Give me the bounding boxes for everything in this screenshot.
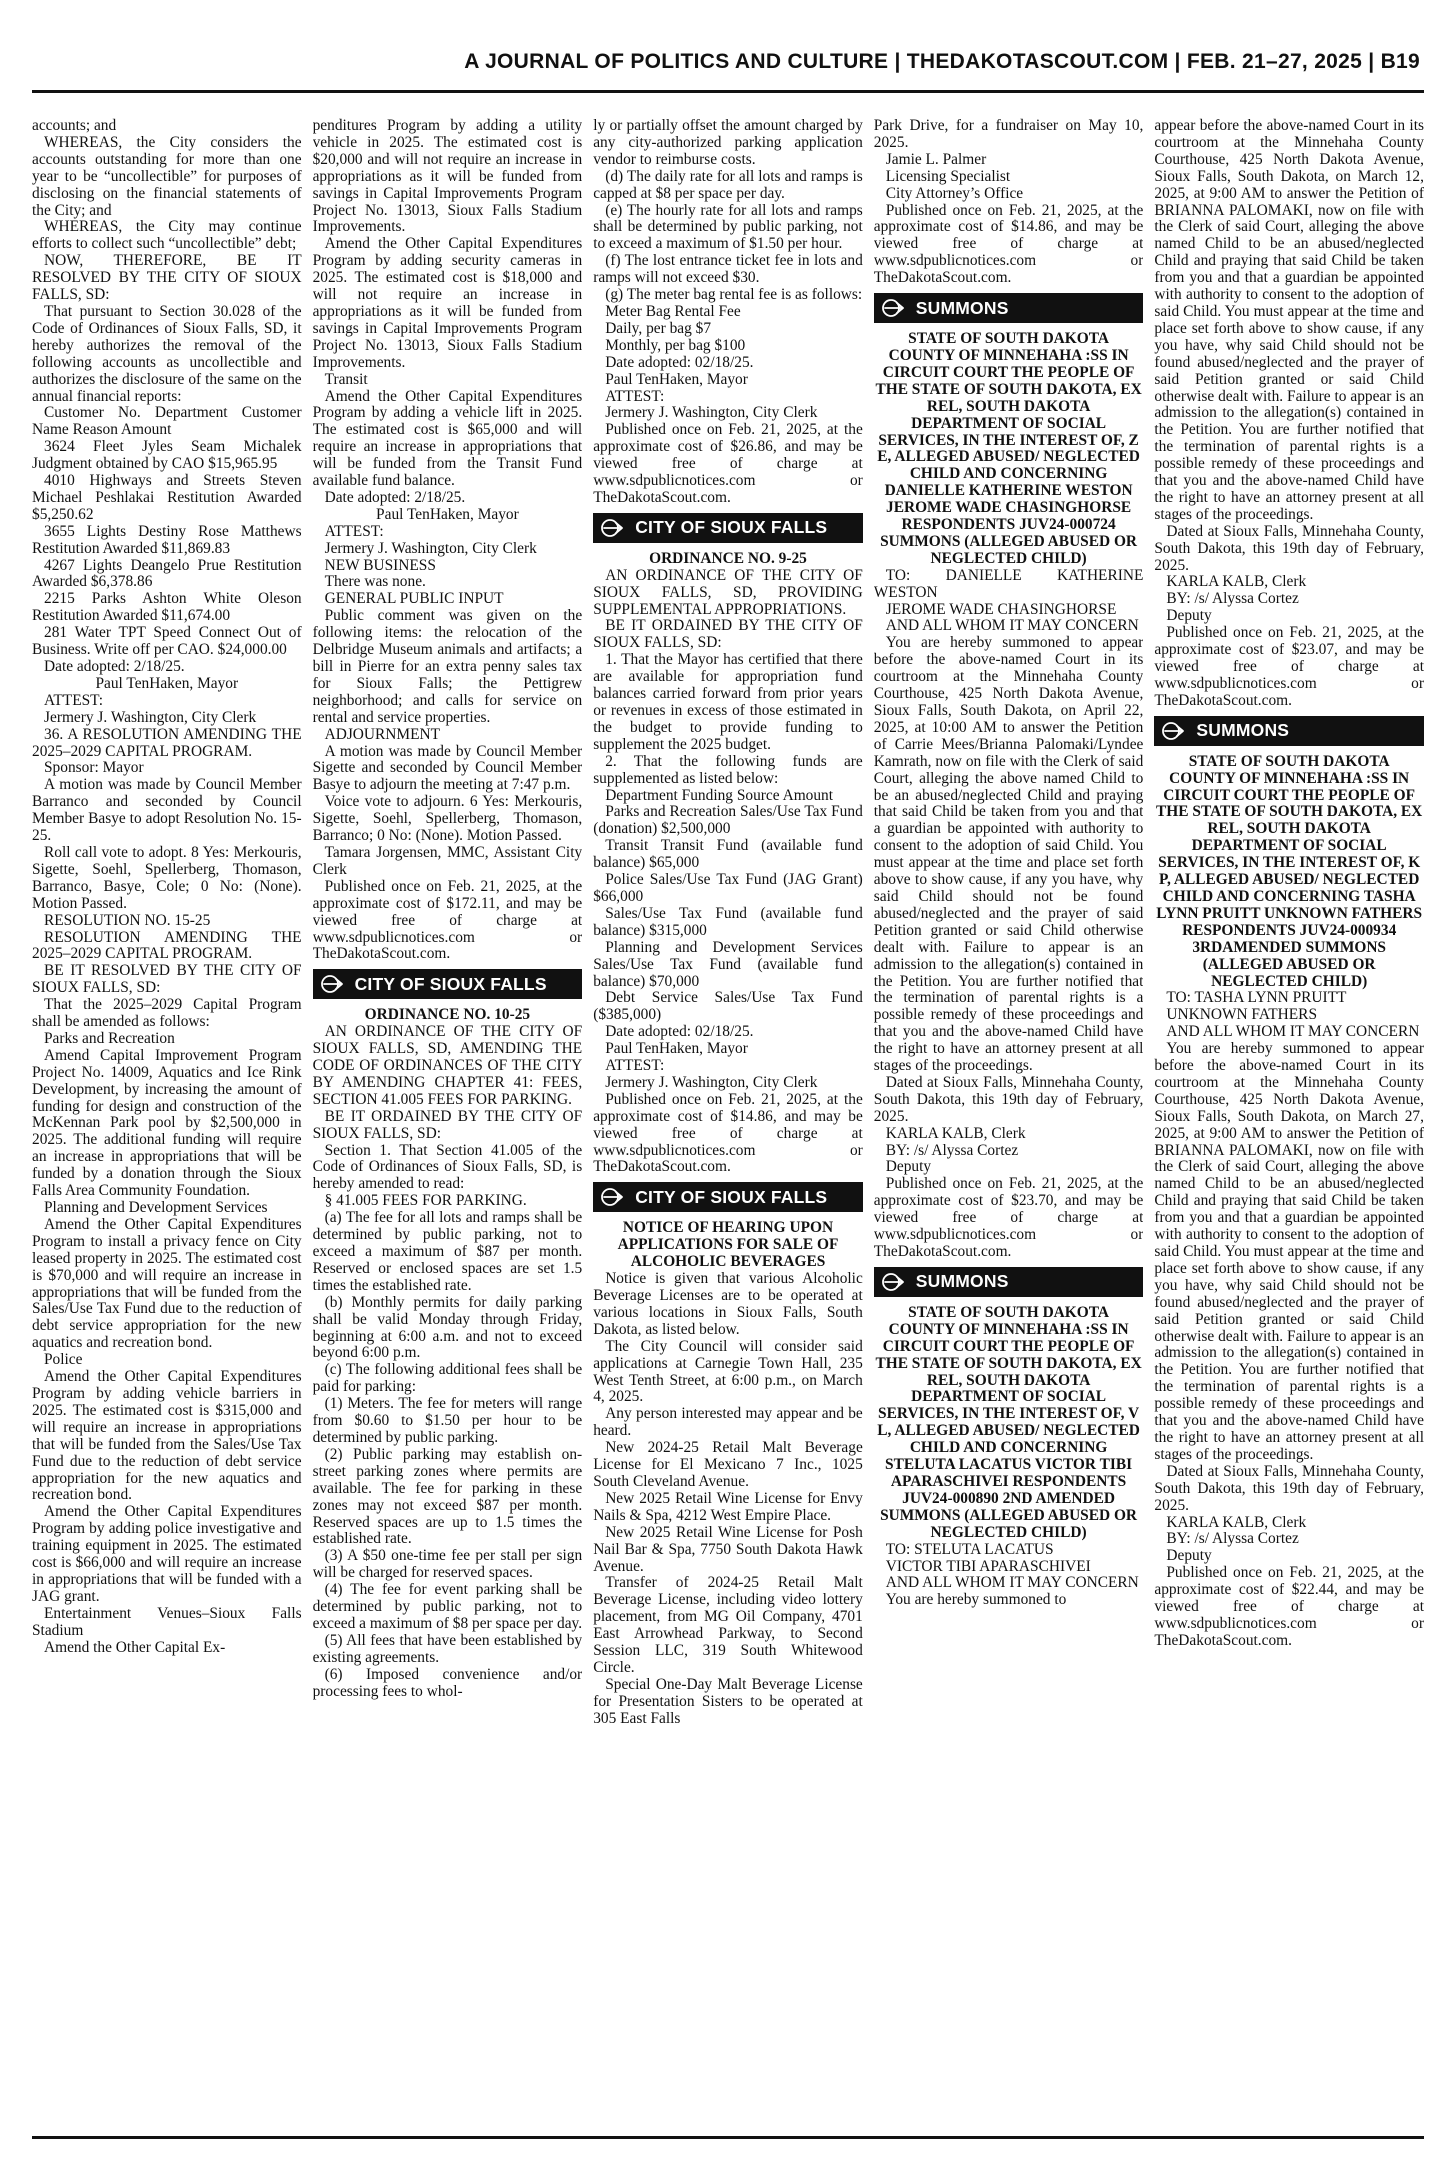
section-heading-label: SUMMONS (1196, 720, 1290, 741)
notice-paragraph: KARLA KALB, Clerk (1166, 1513, 1307, 1531)
notice-paragraph: ATTEST: (605, 1057, 665, 1075)
notice-paragraph: Parks and Recreation (44, 1029, 175, 1047)
notice-paragraph: Amend the Other Capital Expenditures Program by adding security cameras in 2025. The estimated cost is $18,000 and will not require an increase in appropriations as it will be funded from savings in Capital Improvements Program Project No. 13013, Sioux Falls Stadium Improvements. (312, 235, 583, 371)
notice-paragraph: Sponsor: Mayor (44, 759, 144, 777)
notice-paragraph: RESOLUTION AMENDING THE 2025–2029 CAPITAL PROGRAM. (32, 928, 302, 963)
notice-paragraph: Dated at Sioux Falls, Minnehaha County, South Dakota, this 19th day of February, 2025. (1154, 522, 1424, 574)
notice-paragraph: That the 2025–2029 Capital Program shall be amended as follows: (32, 996, 302, 1031)
notice-paragraph: Amend the Other Capital Expenditures Program by adding a vehicle lift in 2025. The estimated cost is $65,000 and will require an increase in appropriations that will be funded from the Transit Fund available fund balance. (312, 387, 583, 490)
notice-paragraph: 3655 Lights Destiny Rose Matthews Restitution Awarded $11,869.83 (32, 522, 302, 557)
notice-paragraph: Planning and Development Services (44, 1199, 268, 1216)
notice-paragraph: TO: DANIELLE KATHERINE WESTON (873, 566, 1144, 601)
notice-paragraph: Jermery J. Washington, City Clerk (605, 404, 818, 422)
notice-paragraph: accounts; and (32, 118, 117, 134)
notice-paragraph: (6) Imposed convenience and/or processing fees to whol- (312, 1665, 583, 1700)
notice-paragraph: § 41.005 FEES FOR PARKING. (324, 1192, 527, 1210)
notice-paragraph: GENERAL PUBLIC INPUT (324, 590, 504, 608)
section-heading-bar (874, 293, 1144, 323)
footer-rule (32, 2136, 1424, 2139)
notice-paragraph: Date adopted: 2/18/25. (44, 658, 185, 675)
notice-paragraph: Amend the Other Capital Ex- (44, 1638, 226, 1656)
notice-paragraph: appear before the above-named Court in its courtroom at the Minnehaha County Courthouse, 425 North Dakota Avenue, Sioux Falls, South Dakota, on March 12, 2025, at 9:00 AM to answer the Petition of BRIANNA PALOMAKI, now on file with the Clerk of said Court, alleging the above named Child to be an abused/neglected Child and praying that said Child be taken from you and that a guardian be appointed with authority to consent to the adoption of said Child. You must appear at the time and place set forth above to show cause, if any you have, why said Child should not be found abused/neglected and the prayer of said Petition granted or said Child otherwise dealt with. Failure to appear is an admission to the allegation(s) contained in the Petition. You are further notified that the termination of parental rights is a possible remedy of these proceedings and that you and the above-named Child have the right to have an attorney present at all stages of the proceedings. (1154, 118, 1424, 523)
notice-paragraph: RESOLUTION NO. 15-25 (44, 911, 211, 929)
notice-paragraph: (d) The daily rate for all lots and ramps is capped at $8 per space per day. (593, 167, 863, 202)
notice-paragraph: AN ORDINANCE OF THE CITY OF SIOUX FALLS, SD, AMENDING THE CODE OF ORDINANCES OF THE CITY BY AMENDING CHAPTER 41: FEES, SECTION 41.005 FEES FOR PARKING. (312, 1023, 583, 1108)
notice-paragraph: Section 1. That Section 41.005 of the Code of Ordinances of Sioux Falls, SD, is hereby amended to read: (312, 1141, 583, 1193)
notice-paragraph: NOW, THEREFORE, BE IT RESOLVED BY THE CITY OF SIOUX FALLS, SD: (32, 252, 302, 304)
notice-paragraph: BE IT ORDAINED BY THE CITY OF SIOUX FALLS, SD: (312, 1107, 583, 1142)
notice-title: STATE OF SOUTH DAKOTA COUNTY OF MINNEHAHA :SS IN CIRCUIT COURT THE PEOPLE OF THE STATE OF SOUTH DAKOTA, EX REL, SOUTH DAKOTA DEPARTMENT OF SOCIAL SERVICES, IN THE INTEREST OF, Z E, ALLEGED ABUSED/ NEGLECTED CHILD AND CONCERNING DANIELLE KATHERINE WESTON JEROME WADE CHASINGHORSE RESPONDENTS JUV24-000724 SUMMONS (ALLEGED ABUSED OR NEGLECTED CHILD) (875, 330, 1142, 567)
notice-paragraph: 36. A RESOLUTION AMENDING THE 2025–2029 CAPITAL PROGRAM. (32, 725, 302, 760)
notice-paragraph: TO: TASHA LYNN PRUITT (1166, 989, 1347, 1007)
section-heading-bar (313, 969, 583, 999)
notice-paragraph: That pursuant to Section 30.028 of the Code of Ordinances of Sioux Falls, SD, it hereby authorizes the removal of the following accounts as uncollectible and authorizes the disclosure of the same on the annual financial reports: (32, 302, 302, 405)
notice-paragraph: Paul TenHaken, Mayor (605, 370, 748, 388)
notice-paragraph: Published once on Feb. 21, 2025, at the approximate cost of $26.86, and may be viewed free of charge at www.sdpublicnotices.com or TheDakotaScout.com. (593, 421, 863, 506)
notice-paragraph: You are hereby summoned to (885, 1591, 1067, 1609)
notice-paragraph: (b) Monthly permits for daily parking shall be valid Monday through Friday, beginning at 6:00 a.m. and not to exceed beyond 6:00 p.m. (312, 1293, 583, 1362)
running-header: A JOURNAL OF POLITICS AND CULTURE | THEDAKOTASCOUT.COM | FEB. 21–27, 2025 | B19 (464, 50, 1420, 73)
section-heading-bar (593, 513, 863, 543)
notice-title: ORDINANCE NO. 10-25 (364, 1006, 531, 1024)
notice-paragraph: Monthly, per bag $100 (605, 336, 746, 354)
notice-paragraph: (4) The fee for event parking shall be determined by public parking, not to exceed a maximum of $8 per space per day. (312, 1581, 583, 1632)
notice-paragraph: VICTOR TIBI APARASCHIVEI (885, 1557, 1091, 1575)
column-3 (593, 118, 863, 2126)
section-heading-label: CITY OF SIOUX FALLS (635, 1186, 828, 1207)
notice-paragraph: TO: STELUTA LACATUS (885, 1540, 1054, 1558)
notice-paragraph: Paul TenHaken, Mayor (95, 674, 239, 692)
notice-paragraph: Date adopted: 02/18/25. (605, 353, 754, 371)
notice-paragraph: ATTEST: (324, 522, 384, 540)
notice-paragraph: Jamie L. Palmer (885, 150, 987, 168)
notice-paragraph: Park Drive, for a fundraiser on May 10, 2025. (873, 118, 1144, 151)
notice-title: STATE OF SOUTH DAKOTA COUNTY OF MINNEHAHA :SS IN CIRCUIT COURT THE PEOPLE OF THE STATE OF SOUTH DAKOTA, EX REL, SOUTH DAKOTA DEPARTMENT OF SOCIAL SERVICES, IN THE INTEREST OF, K P, ALLEGED ABUSED/ NEGLECTED CHILD AND CONCERNING TASHA LYNN PRUITT UNKNOWN FATHERS RESPONDENTS JUV24-000934 3RDAMENDED SUMMONS (ALLEGED ABUSED OR NEGLECTED CHILD) (1156, 752, 1423, 990)
notice-paragraph: Planning and Development Services Sales/Use Tax Fund (available fund balance) $70,000 (593, 938, 863, 990)
notice-arrow-icon (880, 297, 908, 319)
notice-title: NOTICE OF HEARING UPON APPLICATIONS FOR SALE OF ALCOHOLIC BEVERAGES (617, 1219, 839, 1271)
notice-paragraph: ADJOURNMENT (324, 725, 441, 743)
header-rule (32, 90, 1424, 93)
notice-paragraph: Tamara Jorgensen, MMC, Assistant City Clerk (312, 843, 583, 878)
notice-paragraph: AND ALL WHOM IT MAY CONCERN (885, 617, 1139, 635)
notice-paragraph: (c) The following additional fees shall be paid for parking: (312, 1361, 583, 1396)
notice-paragraph: Meter Bag Rental Fee (605, 302, 741, 320)
notice-paragraph: AND ALL WHOM IT MAY CONCERN (885, 1574, 1139, 1592)
notice-paragraph: Parks and Recreation Sales/Use Tax Fund (donation) $2,500,000 (593, 803, 863, 838)
notice-paragraph: New 2025 Retail Wine License for Envy Nails & Spa, 4212 West Empire Place. (593, 1489, 863, 1524)
notice-paragraph: Date adopted: 02/18/25. (605, 1023, 754, 1041)
section-heading-bar (874, 1267, 1144, 1297)
notice-paragraph: Special One-Day Malt Beverage License for Presentation Sisters to be operated at 305 East Falls (593, 1675, 863, 1727)
notice-paragraph: Police (44, 1351, 83, 1369)
notice-arrow-icon (880, 1271, 908, 1293)
notice-paragraph: Published once on Feb. 21, 2025, at the approximate cost of $23.07, and may be viewed free of charge at www.sdpublicnotices.com or TheDakotaScout.com. (1154, 624, 1424, 709)
notice-paragraph: Deputy (1166, 1547, 1212, 1565)
notice-paragraph: BY: /s/ Alyssa Cortez (1166, 1530, 1299, 1548)
notice-paragraph: WHEREAS, the City considers the accounts outstanding for more than one year to be “uncollectible” for purposes of disclosing on the financial statements of the City; and (32, 133, 302, 219)
notice-paragraph: New 2025 Retail Wine License for Posh Nail Bar & Spa, 7750 South Dakota Hawk Avenue. (593, 1523, 863, 1575)
notice-paragraph: Daily, per bag $7 (605, 319, 712, 337)
notice-paragraph: Deputy (1166, 607, 1212, 625)
section-heading-label: SUMMONS (915, 297, 1009, 318)
notice-paragraph: ATTEST: (44, 691, 104, 709)
notice-paragraph: Amend the Other Capital Expenditures Program by adding police investigative and training equipment in 2025. The estimated cost is $66,000 and will require an increase in appropriations that will be funded with a JAG grant. (32, 1503, 302, 1605)
notice-paragraph: 4010 Highways and Streets Steven Michael Peshlakai Restitution Awarded $5,250.62 (32, 472, 302, 523)
page-header (0, 0, 1456, 108)
notice-paragraph: BY: /s/ Alyssa Cortez (1166, 590, 1299, 608)
notice-arrow-icon (599, 517, 627, 539)
notice-paragraph: Licensing Specialist (885, 167, 1011, 185)
notice-paragraph: AND ALL WHOM IT MAY CONCERN (1166, 1023, 1420, 1041)
section-heading-bar (1154, 716, 1424, 746)
section-heading-label: SUMMONS (915, 1271, 1009, 1292)
notice-paragraph: Dated at Sioux Falls, Minnehaha County, South Dakota, this 19th day of February, 2025. (873, 1073, 1144, 1125)
notice-paragraph: Published once on Feb. 21, 2025, at the approximate cost of $22.44, and may be viewed free of charge at www.sdpublicnotices.com or TheDakotaScout.com. (1154, 1564, 1424, 1649)
notice-paragraph: Published once on Feb. 21, 2025, at the approximate cost of $14.86, and may be viewed free of charge at www.sdpublicnotices.com or TheDakotaScout.com. (873, 201, 1144, 287)
notice-paragraph: 4267 Lights Deangelo Prue Restitution Awarded $6,378.86 (32, 556, 302, 591)
notice-arrow-icon (1160, 720, 1188, 742)
notice-paragraph: ATTEST: (605, 387, 665, 405)
notice-paragraph: (3) A $50 one-time fee per stall per sign will be charged for reserved spaces. (312, 1547, 583, 1582)
notice-paragraph: Amend Capital Improvement Program Project No. 14009, Aquatics and Ice Rink Development, by increasing the amount of funding for design and construction of the McKennan Park pool by $2,500,000 in 2025. The additional funding will require an increase in appropriations that will be funded by a donation through the Sioux Falls Area Community Foundation. (32, 1046, 302, 1200)
notice-paragraph: JEROME WADE CHASINGHORSE (885, 600, 1117, 618)
notice-paragraph: City Attorney’s Office (885, 184, 1024, 202)
notice-paragraph: UNKNOWN FATHERS (1166, 1006, 1318, 1024)
notice-arrow-icon (599, 1186, 627, 1208)
notice-paragraph: Jermery J. Washington, City Clerk (324, 539, 537, 557)
notice-paragraph: Public comment was given on the following items: the relocation of the Delbridge Museum animals and artifacts; a bill in Pierre for an extra penny sales tax for Sioux Falls; the Pettigrew neighborhood; and calls for service on rental and service properties. (312, 607, 583, 726)
notice-paragraph: Notice is given that various Alcoholic Beverage Licenses are to be operated at various locations in Sioux Falls, South Dakota, as listed below. (593, 1270, 863, 1338)
notice-paragraph: 3624 Fleet Jyles Seam Michalek Judgment obtained by CAO $15,965.95 (32, 438, 302, 473)
notice-title: STATE OF SOUTH DAKOTA COUNTY OF MINNEHAHA :SS IN CIRCUIT COURT THE PEOPLE OF THE STATE OF SOUTH DAKOTA, EX REL, SOUTH DAKOTA DEPARTMENT OF SOCIAL SERVICES, IN THE INTEREST OF, V L, ALLEGED ABUSED/ NEGLECTED CHILD AND CONCERNING STELUTA LACATUS VICTOR TIBI APARASCHIVEI RESPONDENTS JUV24-000890 2ND AMENDED SUMMONS (ALLEGED ABUSED OR NEGLECTED CHILD) (875, 1303, 1142, 1541)
notice-paragraph: Deputy (885, 1158, 932, 1176)
notice-arrow-icon (319, 973, 347, 995)
notice-paragraph: WHEREAS, the City may continue efforts to collect such “uncollectible” debt; (32, 218, 302, 253)
notice-paragraph: (e) The hourly rate for all lots and ramps shall be determined by public parking, not to exceed a maximum of $1.50 per hour. (593, 201, 863, 253)
notice-paragraph: (5) All fees that have been established by existing agreements. (312, 1631, 583, 1666)
column-5 (1154, 118, 1424, 2126)
column-2 (313, 118, 583, 2126)
notice-paragraph: Jermery J. Washington, City Clerk (44, 708, 257, 726)
notice-paragraph: penditures Program by adding a utility vehicle in 2025. The estimated cost is $20,000 and will not require an increase in appropriations as it will be funded from savings in Capital Improvements Program Project No. 13013, Sioux Falls Stadium Improvements. (312, 118, 583, 236)
notice-paragraph: BY: /s/ Alyssa Cortez (885, 1141, 1019, 1159)
notice-paragraph: Transit (324, 370, 368, 388)
notice-paragraph: New 2024-25 Retail Malt Beverage License for El Mexicano 7 Inc., 1025 South Cleveland Avenue. (593, 1439, 863, 1490)
notice-paragraph: ly or partially offset the amount charged by any city-authorized parking application vendor to reimburse costs. (593, 118, 863, 168)
notice-paragraph: Any person interested may appear and be heard. (593, 1405, 863, 1440)
notice-paragraph: BE IT RESOLVED BY THE CITY OF SIOUX FALLS, SD: (32, 962, 302, 997)
notice-paragraph: (f) The lost entrance ticket fee in lots and ramps will not exceed $30. (593, 252, 863, 287)
notice-paragraph: You are hereby summoned to appear before the above-named Court in its courtroom at the Minnehaha County Courthouse, 425 North Dakota Avenue, Sioux Falls, South Dakota, on April 22, 2025, at 10:00 AM to answer the Petition of Carrie Mees/Brianna Palomaki/Lyndee Kamrath, now on file with the Clerk of said Court, alleging the above named Child to be an abused/neglected Child and praying that said Child be taken from you and that a guardian be appointed with authority to consent to the adoption of said Child. You must appear at the time and place set forth above to show cause, if any you have, why said Child should not be found abused/neglected and the prayer of said Petition granted or said Child otherwise dealt with. Failure to appear is an admission to the allegation(s) contained in the Petition. You are further notified that the termination of parental rights is a possible remedy of these proceedings and that you and the above-named Child have the right to have an attorney present at all stages of the proceedings. (873, 634, 1144, 1075)
notice-paragraph: Customer No. Department Customer Name Reason Amount (32, 404, 302, 439)
notice-paragraph: Date adopted: 2/18/25. (324, 488, 466, 506)
notice-paragraph: (2) Public parking may establish on-street parking zones where permits are available. The fee for parking in these zones may not exceed $87 per month. Reserved spaces are up to 1.5 times the established rate. (312, 1445, 583, 1548)
notice-paragraph: Police Sales/Use Tax Fund (JAG Grant) $66,000 (593, 871, 863, 905)
notice-title: ORDINANCE NO. 9-25 (649, 549, 807, 567)
notice-paragraph: Paul TenHaken, Mayor (605, 1040, 748, 1058)
notice-paragraph: Published once on Feb. 21, 2025, at the approximate cost of $23.70, and may be viewed free of charge at www.sdpublicnotices.com or TheDakotaScout.com. (873, 1175, 1144, 1260)
column-1 (32, 118, 302, 2126)
notice-paragraph: Published once on Feb. 21, 2025, at the approximate cost of $14.86, and may be viewed free of charge at www.sdpublicnotices.com or TheDakotaScout.com. (593, 1090, 863, 1176)
notice-paragraph: Sales/Use Tax Fund (available fund balance) $315,000 (593, 904, 863, 939)
section-heading-label: CITY OF SIOUX FALLS (354, 973, 547, 994)
notice-paragraph: Roll call vote to adopt. 8 Yes: Merkouris, Sigette, Soehl, Spellerberg, Thomason, Barranco, Basye, Cole; 0 No: (None). Motion Passed. (32, 843, 302, 912)
notice-paragraph: 2. That the following funds are supplemented as listed below: (593, 752, 863, 787)
notice-paragraph: 2215 Parks Ashton White Oleson Restitution Awarded $11,674.00 (32, 590, 302, 625)
notice-paragraph: Transfer of 2024-25 Retail Malt Beverage License, including video lottery placement, from MG Oil Company, 4701 East Arrowhead Parkway, to Second Session LLC, 319 South Whitewood Circle. (593, 1574, 863, 1676)
notice-paragraph: Paul TenHaken, Mayor (376, 505, 519, 523)
notice-paragraph: BE IT ORDAINED BY THE CITY OF SIOUX FALLS, SD: (593, 617, 863, 652)
section-heading-bar (593, 1182, 863, 1212)
notice-paragraph: Amend the Other Capital Expenditures Program to install a privacy fence on City leased property in 2025. The estimated cost is $70,000 and will require an increase in appropriations that will be funded from the Sales/Use Tax Fund due to the reduction of debt service appropriation for the new aquatics and recreation bond. (32, 1215, 302, 1352)
section-heading-label: CITY OF SIOUX FALLS (635, 517, 828, 538)
notice-paragraph: Debt Service Sales/Use Tax Fund ($385,000) (593, 989, 863, 1024)
legal-notices-columns (32, 118, 1424, 2126)
notice-paragraph: Voice vote to adjourn. 6 Yes: Merkouris, Sigette, Soehl, Spellerberg, Thomason, Barranco; 0 No: (None). Motion Passed. (312, 793, 583, 845)
notice-paragraph: KARLA KALB, Clerk (885, 1124, 1026, 1142)
notice-paragraph: NEW BUSINESS (324, 556, 436, 574)
notice-paragraph: KARLA KALB, Clerk (1166, 573, 1307, 591)
notice-paragraph: Transit Transit Fund (available fund balance) $65,000 (593, 837, 863, 872)
notice-paragraph: (1) Meters. The fee for meters will range from $0.60 to $1.50 per hour to be determined by public parking. (312, 1395, 583, 1446)
notice-paragraph: A motion was made by Council Member Sigette and seconded by Council Member Basye to adjourn the meeting at 7:47 p.m. (312, 742, 583, 794)
notice-paragraph: 281 Water TPT Speed Connect Out of Business. Write off per CAO. $24,000.00 (32, 624, 302, 659)
notice-paragraph: Entertainment Venues–Sioux Falls Stadium (32, 1604, 302, 1639)
notice-paragraph: Jermery J. Washington, City Clerk (605, 1073, 818, 1091)
notice-paragraph: (a) The fee for all lots and ramps shall be determined by public parking, not to exceed a maximum of $87 per month. Reserved or enclosed spaces are set 1.5 times the established rate. (312, 1209, 583, 1294)
notice-paragraph: 1. That the Mayor has certified that there are available for appropriation fund balances carried forward from prior years or revenues in excess of those estimated in the budget to provide funding to supplement the 2025 budget. (593, 651, 863, 753)
notice-paragraph: Published once on Feb. 21, 2025, at the approximate cost of $172.11, and may be viewed free of charge at www.sdpublicnotices.com or TheDakotaScout.com. (312, 877, 583, 963)
notice-paragraph: Department Funding Source Amount (605, 786, 834, 804)
notice-paragraph: The City Council will consider said applications at Carnegie Town Hall, 235 West Tenth Street, at 6:00 p.m., on March 4, 2025. (593, 1337, 863, 1406)
notice-paragraph: Amend the Other Capital Expenditures Program by adding vehicle barriers in 2025. The estimated cost is $315,000 and will require an increase in appropriations that will be funded from the Sales/Use Tax Fund due to the reduction of debt service appropriation for the new aquatics and recreation bond. (32, 1368, 302, 1504)
notice-paragraph: You are hereby summoned to appear before the above-named Court in its courtroom at the Minnehaha County Courthouse, 425 North Dakota Avenue, Sioux Falls, South Dakota, on March 27, 2025, at 9:00 AM to answer the Petition of BRIANNA PALOMAKI, now on file with the Clerk of said Court, alleging the above named Child to be an abused/neglected Child and praying that said Child be taken from you and that a guardian be appointed with authority to consent to the adoption of said Child. You must appear at the time and place set forth above to show cause, if any you have, why said Child should not be found abused/neglected and the prayer of said Petition granted or said Child otherwise dealt with. Failure to appear is an admission to the allegation(s) contained in the Petition. You are further notified that the termination of parental rights is a possible remedy of these proceedings and that you and the above-named Child have the right to have an attorney present at all stages of the proceedings. (1154, 1040, 1424, 1463)
notice-paragraph: (g) The meter bag rental fee is as follows: (605, 286, 863, 304)
column-4 (874, 118, 1144, 2126)
notice-paragraph: Dated at Sioux Falls, Minnehaha County, South Dakota, this 19th day of February, 2025. (1154, 1462, 1424, 1514)
notice-paragraph: A motion was made by Council Member Barranco and seconded by Council Member Basye to adopt Resolution No. 15-25. (32, 776, 302, 845)
notice-paragraph: AN ORDINANCE OF THE CITY OF SIOUX FALLS, SD, PROVIDING SUPPLEMENTAL APPROPRIATIONS. (593, 566, 863, 618)
notice-paragraph: There was none. (324, 573, 426, 591)
